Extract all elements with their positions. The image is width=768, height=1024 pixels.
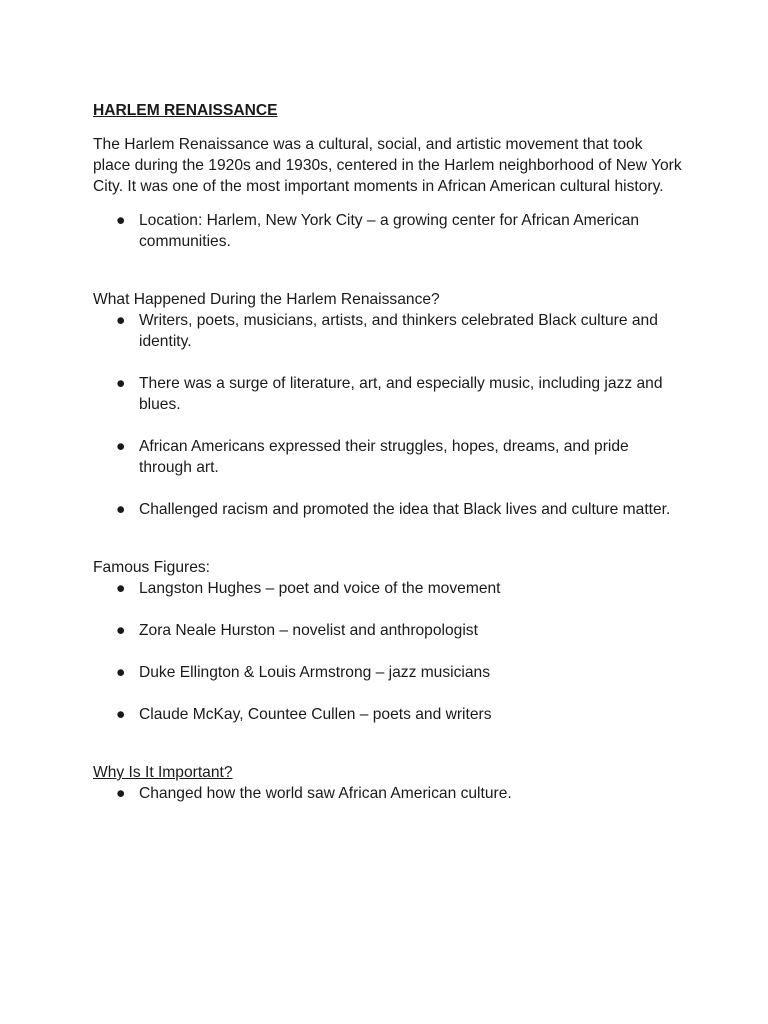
bullet-icon: ● xyxy=(116,664,126,681)
document-title: HARLEM RENAISSANCE xyxy=(93,102,278,119)
list-item-text: Changed how the world saw African American culture. xyxy=(139,785,512,802)
bullet-icon: ● xyxy=(116,375,126,392)
section-heading-important: Why Is It Important? xyxy=(93,764,233,781)
list-item-text: Writers, poets, musicians, artists, and thinkers celebrated Black culture and identity. xyxy=(139,312,658,350)
list-item xyxy=(93,620,683,641)
list-item xyxy=(93,662,683,683)
list-item-text: Zora Neale Hurston – novelist and anthropologist xyxy=(139,622,478,639)
list-item xyxy=(93,310,683,352)
list-item-text: Location: Harlem, New York City – a growing center for African American communities. xyxy=(139,212,640,250)
list-item-text: Langston Hughes – poet and voice of the movement xyxy=(139,580,501,597)
list-item xyxy=(93,704,683,725)
section-heading-figures: Famous Figures: xyxy=(93,559,210,576)
list-item-text: African Americans expressed their struggles, hopes, dreams, and pride through art. xyxy=(139,438,629,476)
bullet-icon: ● xyxy=(116,438,126,455)
list-item-text: Challenged racism and promoted the idea that Black lives and culture matter. xyxy=(139,501,671,518)
intro-paragraph: The Harlem Renaissance was a cultural, social, and artistic movement that took place during the 1920s and 1930s, centered in the Harlem neighborhood of New York City. It was one of the most important moments in African American cultural history. xyxy=(93,136,682,195)
section-heading-happened: What Happened During the Harlem Renaissance? xyxy=(93,291,440,308)
bullet-icon: ● xyxy=(116,212,126,229)
document-page xyxy=(93,100,683,804)
bullet-icon: ● xyxy=(116,501,126,518)
bullet-icon: ● xyxy=(116,622,126,639)
figures-list xyxy=(93,578,683,725)
bullet-icon: ● xyxy=(116,706,126,723)
list-item-text: Claude McKay, Countee Cullen – poets and writers xyxy=(139,706,492,723)
list-item-text: There was a surge of literature, art, and especially music, including jazz and blues. xyxy=(139,375,663,413)
list-item-text: Duke Ellington & Louis Armstrong – jazz musicians xyxy=(139,664,491,681)
bullet-icon: ● xyxy=(116,312,126,329)
list-item xyxy=(93,783,683,804)
bullet-icon: ● xyxy=(116,785,126,802)
list-item xyxy=(93,373,683,415)
location-list xyxy=(93,210,683,252)
happened-list xyxy=(93,310,683,520)
list-item xyxy=(93,436,683,478)
important-list xyxy=(93,783,683,804)
list-item xyxy=(93,210,683,252)
list-item xyxy=(93,578,683,599)
bullet-icon: ● xyxy=(116,580,126,597)
list-item xyxy=(93,499,683,520)
